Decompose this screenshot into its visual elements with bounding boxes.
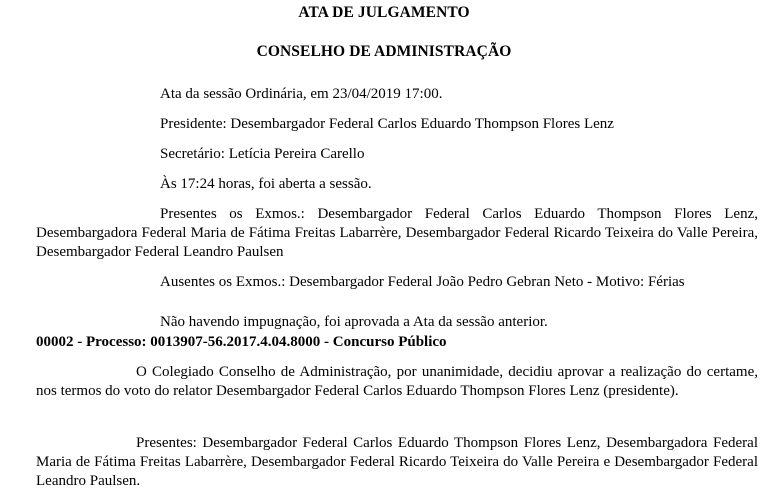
approval-line: Não havendo impugnação, foi aprovada a Ata da sessão anterior.	[160, 314, 548, 330]
absent-line: Ausentes os Exmos.: Desembargador Federal João Pedro Gebran Neto - Motivo: Férias	[160, 274, 685, 290]
opening-line: Às 17:24 horas, foi aberta a sessão.	[160, 176, 372, 192]
process-heading: 00002 - Processo: 0013907-56.2017.4.04.8000 - Concurso Público	[36, 334, 447, 350]
document-subtitle: CONSELHO DE ADMINISTRAÇÃO	[256, 43, 512, 60]
decision-paragraph: O Colegiado Conselho de Administração, por unanimidade, decidiu aprovar a realização do certame, nos termos do voto do relator Desembargador Federal Carlos Eduardo Thompson Flores Lenz (presidente).	[36, 364, 758, 399]
present-paragraph: Presentes os Exmos.: Desembargador Federal Carlos Eduardo Thompson Flores Lenz, Desembargadora Federal Maria de Fátima Freitas Labarrère, Desembargador Federal Ricardo Teixeira do Valle Pereira, Desembargador Federal Leandro Paulsen	[36, 206, 758, 260]
secretary-line: Secretário: Letícia Pereira Carello	[160, 146, 365, 162]
president-line: Presidente: Desembargador Federal Carlos Eduardo Thompson Flores Lenz	[160, 116, 614, 132]
session-line: Ata da sessão Ordinária, em 23/04/2019 17:00.	[160, 86, 443, 102]
present-paragraph-2: Presentes: Desembargador Federal Carlos Eduardo Thompson Flores Lenz, Desembargadora Federal Maria de Fátima Freitas Labarrère, Desembargador Federal Ricardo Teixeira do Valle Pereira e Desembargador Federal Leandro Paulsen.	[36, 435, 758, 489]
document-title: ATA DE JULGAMENTO	[298, 4, 470, 21]
